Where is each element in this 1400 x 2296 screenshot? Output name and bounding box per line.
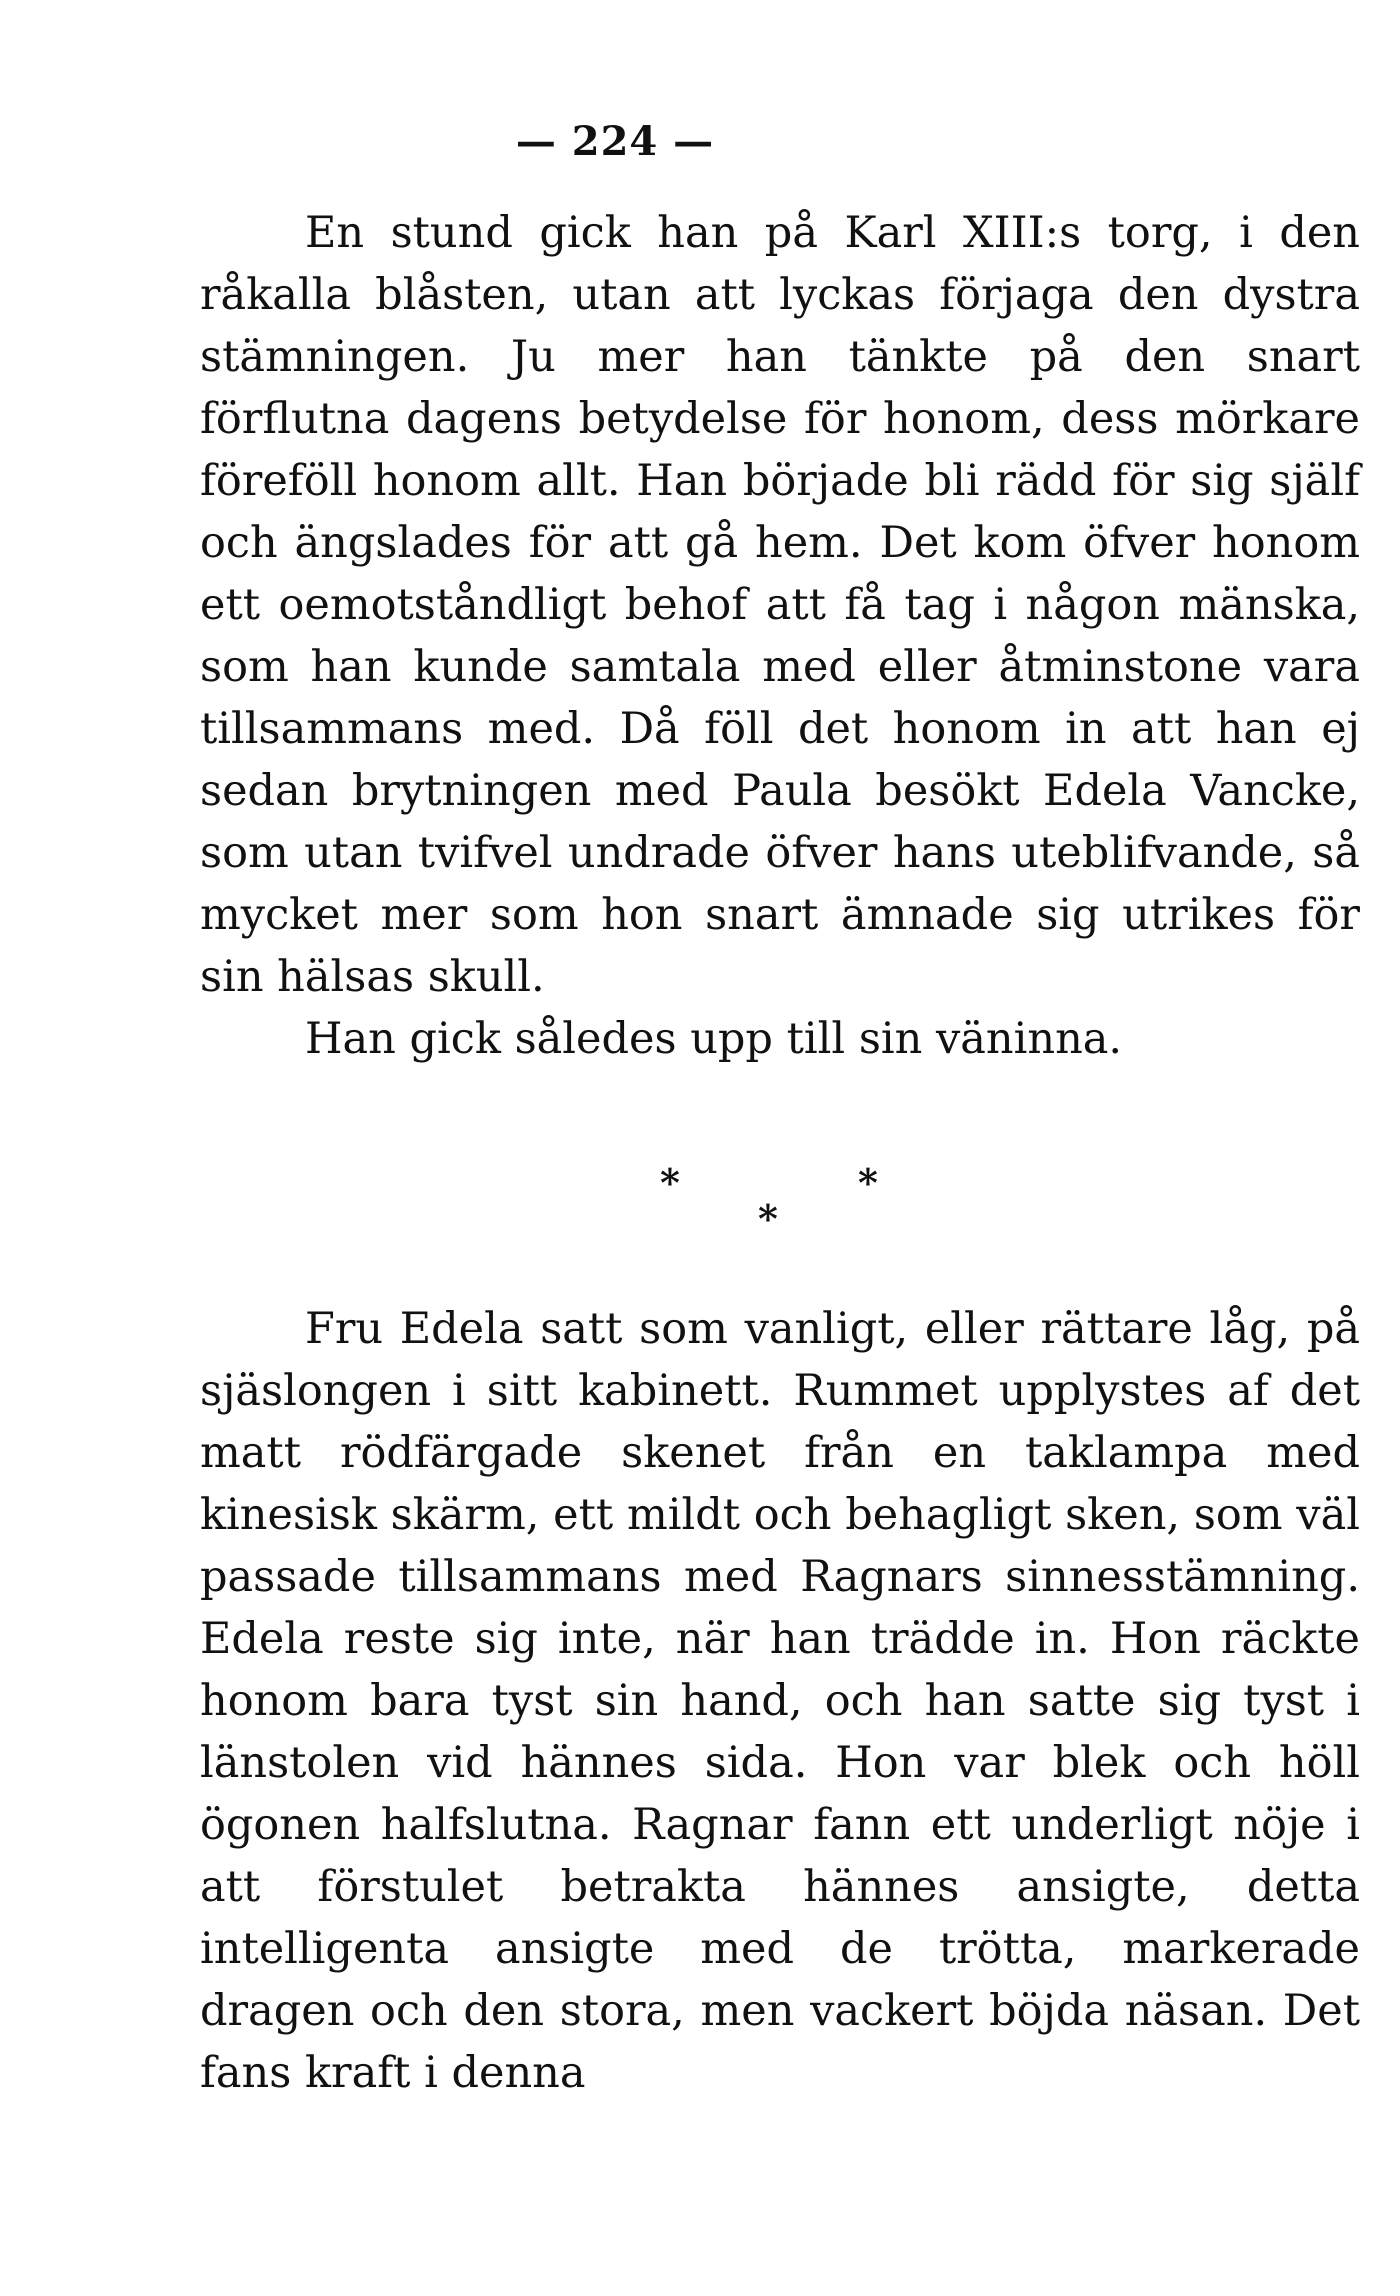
asterisk: *	[858, 1160, 878, 1205]
asterisk: *	[660, 1160, 680, 1205]
paragraph: Han gick således upp till sin väninna.	[305, 1014, 1123, 1064]
section-separator	[0, 1160, 1400, 1240]
paragraph: Fru Edela satt som vanligt, eller rättare låg, på sjäslongen i sitt kabinett. Rummet upplystes af det matt rödfärgade skenet från en taklampa med kinesisk skärm, ett mildt och behagligt sken, som väl passade tillsammans med Ragnars sinnesstämning. Edela reste sig inte, när han trädde in. Hon räckte honom bara tyst sin hand, och han satte sig tyst i länstolen vid hännes sida. Hon var blek och höll ögonen halfslutna. Ragnar fann ett underligt nöje i att förstulet betrakta hännes ansigte, detta intelligenta ansigte med de trötta, markerade dragen och den stora, men vackert böjda näsan. Det fans kraft i denna	[200, 1304, 1360, 2098]
page-number: — 224 —	[515, 118, 715, 165]
asterisk: *	[758, 1196, 778, 1241]
paragraph: En stund gick han på Karl XIII:s torg, i den råkalla blåsten, utan att lyckas förjaga den dystra stämningen. Ju mer han tänkte på den snart förflutna dagens betydelse för honom, dess mörkare föreföll honom allt. Han började bli rädd för sig själf och ängslades för att gå hem. Det kom öfver honom ett oemotståndligt behof att få tag i någon mänska, som han kunde samtala med eller åtminstone vara tillsammans med. Då föll det honom in att han ej sedan brytningen med Paula besökt Edela Vancke, som utan tvifvel undrade öfver hans uteblifvande, så mycket mer som hon snart ämnade sig utrikes för sin hälsas skull.	[200, 208, 1360, 1002]
text-section-1	[200, 202, 1360, 1070]
text-section-2	[200, 1298, 1360, 2104]
